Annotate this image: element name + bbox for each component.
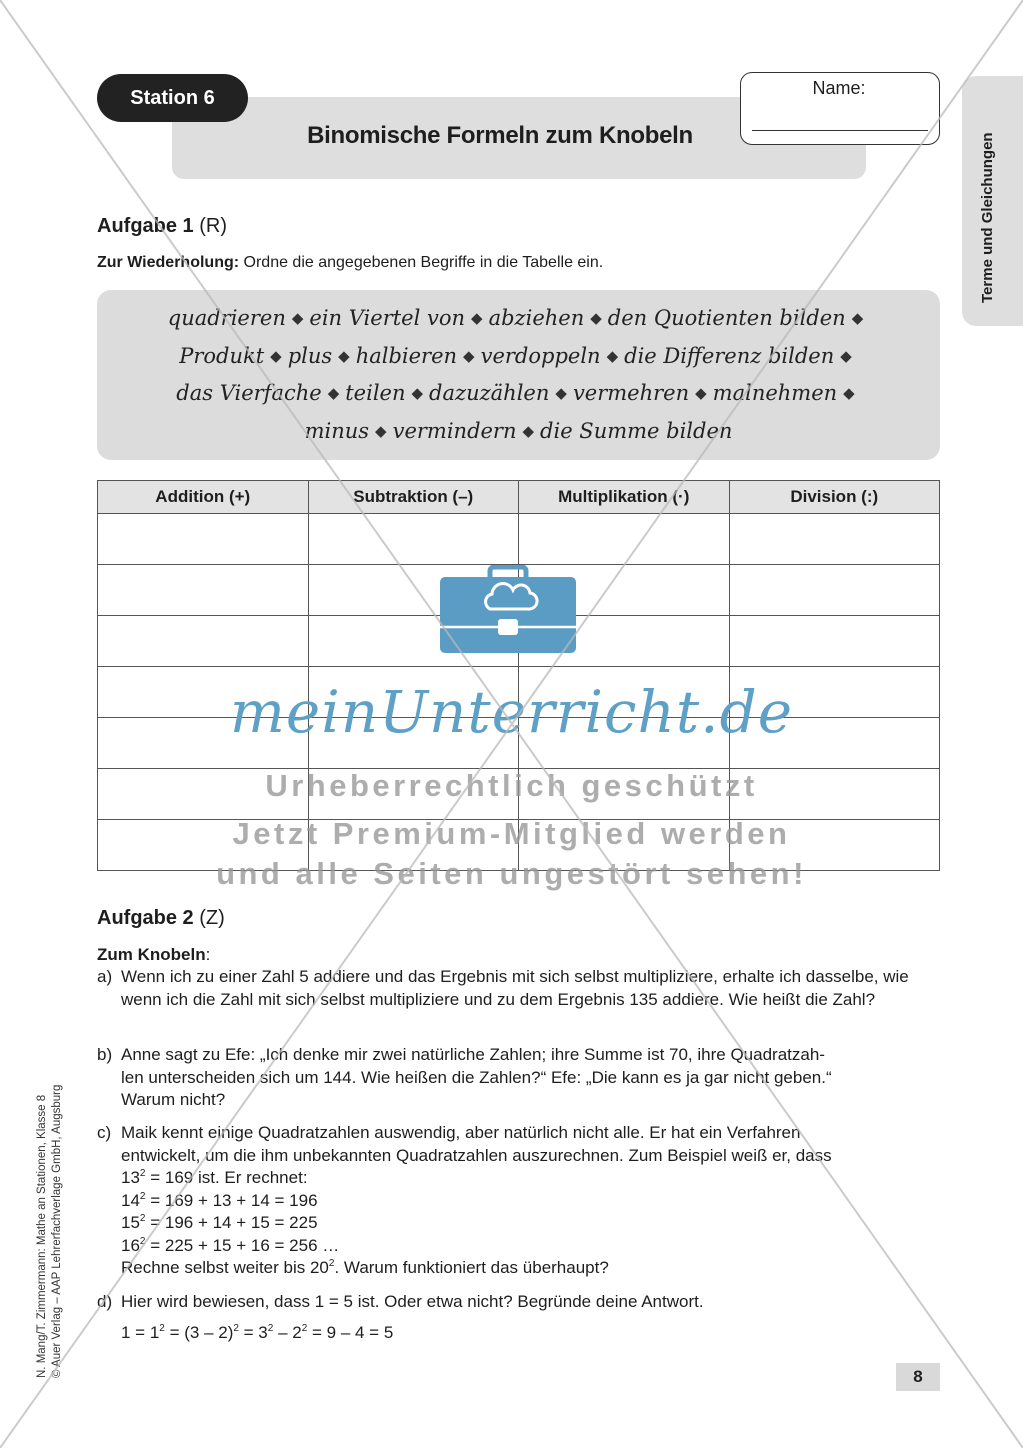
diamond-icon: ◆ bbox=[555, 384, 567, 403]
diamond-icon: ◆ bbox=[291, 309, 304, 327]
task2-title: Aufgabe 2 bbox=[97, 907, 194, 929]
diamond-icon: ◆ bbox=[522, 421, 535, 440]
word-line bbox=[105, 338, 932, 376]
table-cell[interactable] bbox=[98, 514, 309, 565]
sorting-table bbox=[97, 480, 940, 871]
table-cell[interactable] bbox=[308, 514, 519, 565]
word-item: quadrieren bbox=[167, 306, 286, 330]
math-exponent: 2 bbox=[159, 1322, 165, 1334]
task2-item-a bbox=[97, 966, 927, 1011]
diamond-icon: ◆ bbox=[327, 384, 340, 403]
task1-title: Aufgabe 1 bbox=[97, 215, 194, 237]
diamond-icon: ◆ bbox=[463, 346, 475, 365]
equation-line bbox=[121, 1322, 927, 1345]
diamond-icon: ◆ bbox=[590, 309, 602, 327]
math-part: = (3 – 2) bbox=[164, 1322, 234, 1342]
word-line bbox=[105, 300, 932, 338]
watermark-cta: und alle Seiten ungestört sehen! bbox=[216, 856, 807, 891]
diamond-icon: ◆ bbox=[270, 346, 282, 365]
equation-line bbox=[121, 1190, 927, 1213]
table-cell[interactable] bbox=[519, 514, 730, 565]
watermark-copyright: Urheberrechtlich geschützt bbox=[265, 768, 758, 803]
task1-tag: (R) bbox=[199, 215, 228, 237]
diamond-icon: ◆ bbox=[375, 421, 387, 440]
math-rest: = 169 + 13 + 14 = 196 bbox=[145, 1190, 318, 1210]
word-item: malnehmen bbox=[712, 381, 838, 406]
task1-heading bbox=[97, 215, 227, 238]
diamond-icon: ◆ bbox=[338, 346, 350, 365]
column-header-division: Division (:) bbox=[729, 481, 940, 514]
math-exponent: 2 bbox=[301, 1322, 308, 1334]
name-label: Name: bbox=[812, 78, 866, 98]
task2-item-c bbox=[97, 1122, 927, 1280]
table-cell[interactable] bbox=[729, 514, 940, 565]
item-label: b) bbox=[97, 1045, 113, 1064]
watermark-premium: Jetzt Premium-Mitglied werden bbox=[232, 816, 791, 851]
word-item: verdoppeln bbox=[480, 343, 601, 368]
math-exponent: 2 bbox=[267, 1322, 274, 1334]
briefcase-cloud-icon bbox=[440, 565, 576, 653]
math-base: 16 bbox=[121, 1235, 140, 1255]
item-text: Hier wird bewiesen, dass 1 = 5 ist. Oder etwa nicht? Begründe deine Antwort. bbox=[121, 1292, 704, 1311]
item-label: c) bbox=[97, 1123, 112, 1142]
table-row bbox=[98, 514, 940, 565]
diamond-icon: ◆ bbox=[411, 384, 424, 403]
diamond-icon: ◆ bbox=[606, 346, 619, 365]
column-header-subtraction: Subtraktion (–) bbox=[308, 481, 519, 514]
credit-line: © Auer Verlag – AAP Lehrerfachverlage GmbH, Augsburg bbox=[51, 1084, 63, 1378]
table-cell[interactable] bbox=[729, 565, 940, 616]
item-text-line bbox=[121, 1257, 927, 1280]
page-number: 8 bbox=[896, 1363, 940, 1391]
word-item: vermindern bbox=[392, 418, 517, 443]
word-item: Produkt bbox=[179, 343, 265, 368]
word-item: die Summe bilden bbox=[540, 418, 733, 443]
math-exponent: 2 bbox=[139, 1190, 146, 1202]
item-text: Wenn ich zu einer Zahl 5 addiere und das Ergebnis mit sich selbst multipliziere, erhalte ich dasselbe, wie wenn ich die Zahl mit sich selbst multipliziere und zu dem Ergebnis 135 addiere. Wie heißt die Zahl? bbox=[121, 967, 909, 1009]
diamond-icon: ◆ bbox=[695, 384, 707, 403]
math-base: 15 bbox=[121, 1213, 140, 1232]
word-line bbox=[105, 375, 932, 413]
item-text-line: Warum nicht? bbox=[121, 1090, 226, 1109]
math-rest: = 225 + 15 + 16 = 256 … bbox=[145, 1235, 340, 1255]
item-text-line bbox=[121, 1167, 927, 1190]
item-text-line: Anne sagt zu Efe: „Ich denke mir zwei natürliche Zahlen; ihre Summe ist 70, ihre Quadratzah- bbox=[121, 1045, 825, 1064]
task1-instruction-text: Ordne die angegebenen Begriffe in die Tabelle ein. bbox=[243, 254, 604, 271]
task2-subheading bbox=[97, 944, 210, 967]
diamond-icon: ◆ bbox=[471, 309, 483, 327]
word-item: dazuzählen bbox=[429, 381, 550, 406]
column-header-addition: Addition (+) bbox=[98, 481, 309, 514]
math-rest: = 169 ist. Er rechnet: bbox=[145, 1168, 308, 1187]
math-base: 13 bbox=[121, 1168, 140, 1187]
math-exponent: 2 bbox=[139, 1168, 146, 1179]
credit-line: N. Mang/T. Zimmermann: Mathe an Stationen, Klasse 8 bbox=[36, 1094, 48, 1378]
word-item: plus bbox=[287, 343, 333, 368]
math-part: = 9 – 4 = 5 bbox=[307, 1322, 394, 1342]
word-line bbox=[105, 413, 932, 451]
word-item: teilen bbox=[345, 381, 406, 406]
chapter-tab-label: Terme und Gleichungen bbox=[979, 132, 996, 303]
item-text-line: entwickelt, um die ihm unbekannten Quadratzahlen auszurechnen. Zum Beispiel weiß er, dass bbox=[121, 1145, 832, 1165]
task1-instruction bbox=[97, 254, 603, 272]
word-item: das Vierfache bbox=[176, 381, 322, 406]
math-exponent: 2 bbox=[139, 1235, 146, 1247]
task2-heading bbox=[97, 907, 225, 930]
task2-item-d bbox=[97, 1291, 927, 1344]
task2-tag: (Z) bbox=[199, 907, 225, 929]
table-cell[interactable] bbox=[98, 616, 309, 667]
word-list bbox=[105, 300, 932, 450]
word-item: vermehren bbox=[572, 381, 690, 406]
math-exponent: 2 bbox=[139, 1213, 146, 1224]
table-cell[interactable] bbox=[98, 565, 309, 616]
math-rest: . Warum funktioniert das überhaupt? bbox=[334, 1258, 609, 1277]
word-item: minus bbox=[304, 418, 370, 443]
page-title: Binomische Formeln zum Knobeln bbox=[307, 122, 693, 149]
word-item: ein Viertel von bbox=[309, 306, 466, 330]
task2-item-b bbox=[97, 1044, 927, 1112]
math-base: Rechne selbst weiter bis 20 bbox=[121, 1258, 329, 1277]
math-exponent: 2 bbox=[328, 1258, 335, 1269]
task2-subheading-colon: : bbox=[205, 945, 211, 964]
diamond-icon: ◆ bbox=[843, 384, 855, 403]
task1-instruction-label: Zur Wiederholung: bbox=[97, 254, 240, 271]
table-cell[interactable] bbox=[729, 616, 940, 667]
equation-line bbox=[121, 1212, 927, 1235]
item-text-line: len unterscheiden sich um 144. Wie heißen die Zahlen?“ Efe: „Die kann es ja gar nicht geben.“ bbox=[121, 1067, 832, 1087]
equation-line bbox=[121, 1235, 927, 1258]
math-exponent: 2 bbox=[233, 1322, 239, 1334]
math-base: 14 bbox=[121, 1190, 140, 1210]
item-text-line: Maik kennt einige Quadratzahlen auswendig, aber natürlich nicht alle. Er hat ein Verfahren bbox=[121, 1123, 801, 1142]
math-part: = 3 bbox=[238, 1322, 268, 1342]
math-part: – 2 bbox=[273, 1322, 302, 1342]
word-item: die Differenz bilden bbox=[624, 343, 835, 368]
word-item: den Quotienten bilden bbox=[607, 306, 846, 330]
station-badge: Station 6 bbox=[97, 74, 248, 122]
diamond-icon: ◆ bbox=[851, 309, 864, 327]
diamond-icon: ◆ bbox=[840, 346, 852, 365]
publisher-credit bbox=[35, 1018, 65, 1378]
table-header-row bbox=[98, 481, 940, 514]
word-item: halbieren bbox=[355, 343, 458, 368]
math-rest: = 196 + 14 + 15 = 225 bbox=[145, 1213, 318, 1232]
word-item: abziehen bbox=[488, 306, 585, 330]
column-header-multiplication: Multiplikation (·) bbox=[519, 481, 730, 514]
item-label: d) bbox=[97, 1292, 113, 1311]
math-part: 1 = 1 bbox=[121, 1322, 160, 1342]
item-label: a) bbox=[97, 967, 113, 986]
watermark-brand: meinUnterricht.de bbox=[229, 678, 794, 746]
name-field-line[interactable] bbox=[752, 130, 928, 131]
task2-subheading-text: Zum Knobeln bbox=[97, 945, 206, 964]
